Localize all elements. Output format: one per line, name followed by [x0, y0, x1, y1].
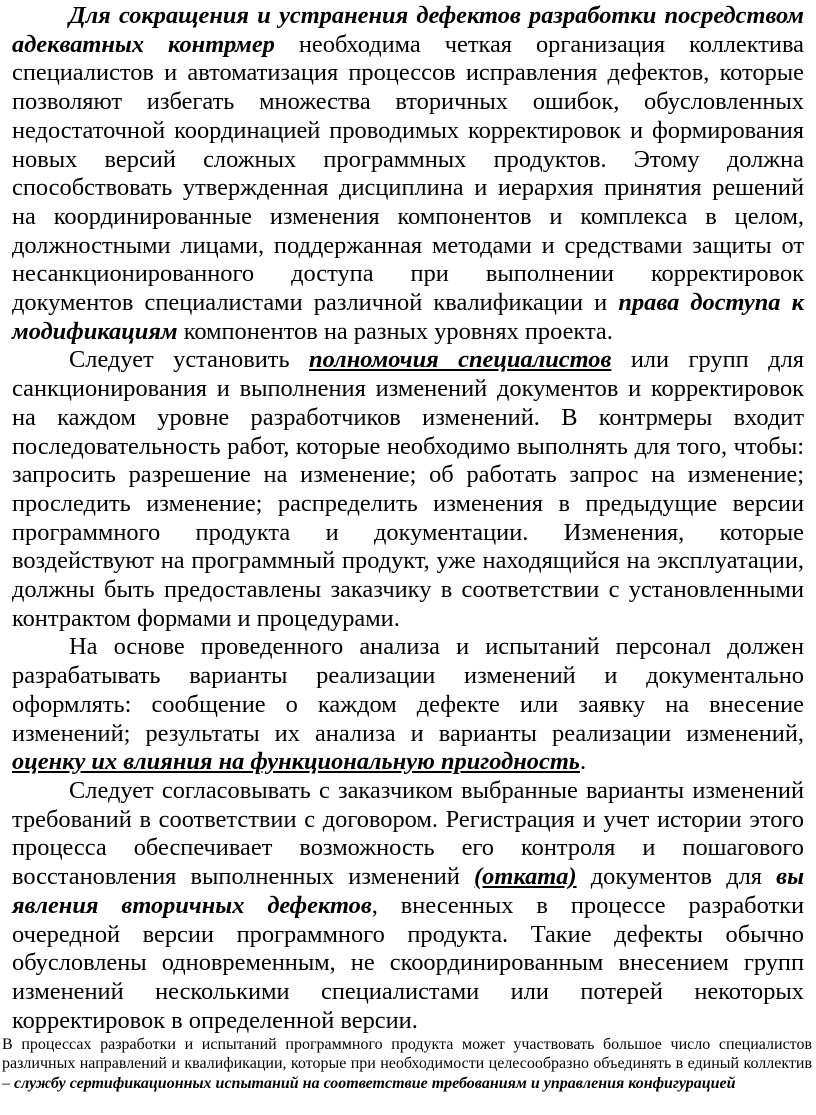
paragraph-specialist-authority — [12, 346, 804, 633]
paragraph-customer-agreement — [12, 777, 804, 1035]
term-functional-suitability-impact: оценку их влияния на функциональную пригодность — [12, 748, 580, 776]
paragraph-2-body: или групп для санкционирования и выполнения изменений документов и корректировок на каждом уровне разработчиков изменений. В контрмеры входит последовательность работ, которые необходимо выполнять для того, чтобы: запросить разрешение на изменение; об работать запрос на изменение; проследить изменение; распределить изменения в предыдущие версии программного продукта и документации. Изменения, которые воздействуют на программный продукт, уже находящийся на эксплуатации, должны быть предоставлены заказчику в соответствии с установленными контрактом формами и процедурами. — [12, 346, 804, 632]
paragraph-1-body: необходима четкая организация коллектива специалистов и автоматизация процессов исправления дефектов, которые позволяют избегать множества вторичных ошибок, обусловленных недостаточной координацией проводимых корректировок и формирования новых версий сложных программных продуктов. Этому должна способствовать утвержденная дисциплина и иерархия принятия решений на координированные изменения компонентов и комплекса в целом, должностными лицами, поддержанная методами и средствами защиты от несанкционированного доступа при выполнении корректировок документов специалистами различной квалификации и — [12, 30, 805, 317]
paragraph-3-body: На основе проведенного анализа и испытаний персонал должен разрабатывать варианты реализации изменений и документально оформлять: сообщение о каждом дефекте или заявку на внесение изменений; результаты их анализа и варианты реализации изменений, — [12, 633, 804, 747]
term-certification-testing-service: службу сертификационных испытаний на соответствие требованиям и управления конфигурацией — [14, 1074, 736, 1092]
paragraph-4-start: Следует согласовывать с заказчиком выбранные варианты изменений требований в соответствии с договором. Регистрация и учет истории этого процесса обеспечивает возможность его контроля и пошагового восстановления выполненных изменений — [12, 776, 804, 891]
paragraph-4-body: , внесенных в процессе разработки очередной версии программного продукта. Такие дефекты обычно обусловлены одновременным, не скоординированным внесением групп изменений несколькими специалистами или потерей некоторых корректировок в определенной версии. — [12, 891, 805, 1034]
paragraph-1-end: компонентов на разных уровнях проекта. — [177, 317, 613, 345]
term-access-rights-to-modifications: права доступа к модификациям — [12, 289, 804, 345]
paragraph-3-end: . — [579, 748, 587, 776]
paragraph-analysis-and-testing — [12, 633, 804, 777]
term-secondary-defects-detection: вы явления вторичных дефектов — [12, 863, 804, 919]
footnote — [2, 1035, 812, 1093]
paragraph-defect-reduction — [12, 2, 804, 346]
paragraph-4-mid: документов для — [576, 863, 777, 891]
main-text — [12, 2, 804, 1035]
paragraph-2-start: Следует установить — [69, 346, 310, 374]
term-rollback: (отката) — [474, 863, 577, 891]
term-specialist-authority: полномочия специалистов — [309, 346, 612, 374]
term-defect-reduction-by-countermeasures: Для сокращения и устранения дефектов разработки посредством адекватных контрмер — [12, 2, 804, 58]
footnote-body: В процессах разработки и испытаний программного продукта может участвовать большое число специалистов различных направлений и квалификации, которые при необходимости целесообразно объединять в единый коллектив – — [2, 1036, 812, 1092]
